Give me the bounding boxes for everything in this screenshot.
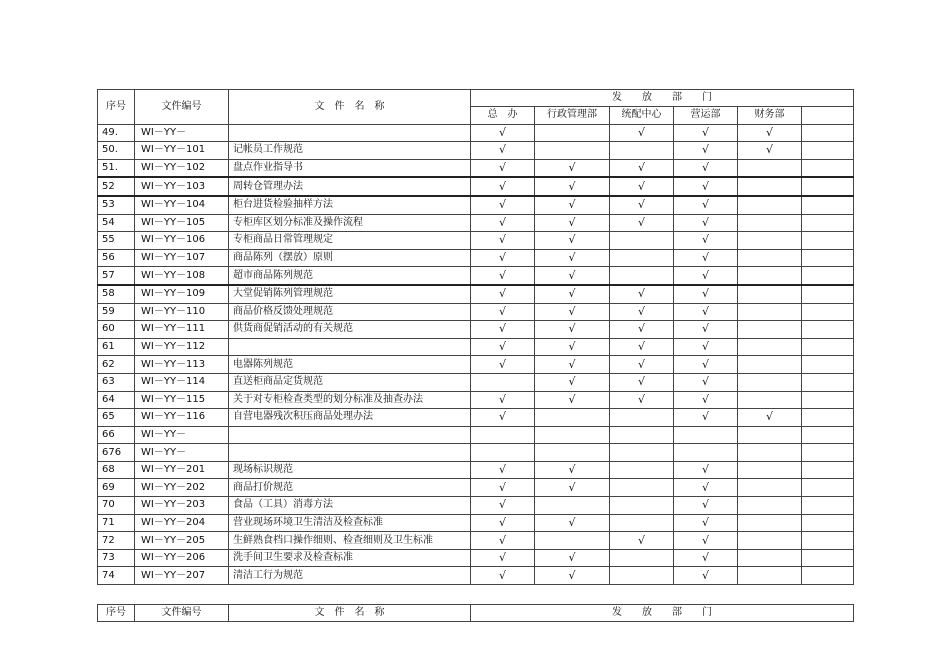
row-mark-dept-3 [674, 444, 738, 462]
header-dept-blank [802, 107, 854, 125]
row-mark-dept-2: √ [610, 373, 674, 391]
row-mark-dept-4 [738, 267, 802, 285]
row-mark-blank [802, 409, 854, 427]
row-mark-blank [802, 303, 854, 321]
row-mark-blank [802, 373, 854, 391]
row-code: WI－YY－106 [135, 232, 229, 250]
row-mark-dept-4 [738, 532, 802, 550]
row-mark-dept-4 [738, 426, 802, 444]
table-row [98, 267, 854, 285]
row-mark-blank [802, 338, 854, 356]
row-code: WI－YY－205 [135, 532, 229, 550]
row-mark-dept-4: √ [738, 142, 802, 160]
row-mark-dept-2: √ [610, 285, 674, 303]
row-mark-blank [802, 426, 854, 444]
row-mark-blank [802, 567, 854, 585]
row-mark-blank [802, 356, 854, 374]
row-mark-dept-3: √ [674, 321, 738, 339]
row-mark-dept-2 [610, 249, 674, 267]
row-code: WI－YY－108 [135, 267, 229, 285]
row-name: 关于对专柜检查类型的划分标准及抽查办法 [229, 391, 471, 409]
row-mark-blank [802, 532, 854, 550]
row-mark-dept-3: √ [674, 232, 738, 250]
row-mark-dept-3 [674, 426, 738, 444]
row-code: WI－YY－202 [135, 479, 229, 497]
row-mark-dept-4 [738, 249, 802, 267]
row-seq: 66 [98, 426, 135, 444]
table-row [98, 532, 854, 550]
row-seq: 59 [98, 303, 135, 321]
row-mark-dept-2 [610, 426, 674, 444]
table-row [98, 391, 854, 409]
row-seq: 55 [98, 232, 135, 250]
row-mark-dept-0: √ [471, 285, 535, 303]
row-code: WI－YY－105 [135, 214, 229, 232]
row-mark-dept-0: √ [471, 249, 535, 267]
row-mark-dept-2 [610, 567, 674, 585]
table-row [98, 321, 854, 339]
row-seq: 62 [98, 356, 135, 374]
row-seq: 61 [98, 338, 135, 356]
row-mark-dept-1: √ [535, 196, 610, 214]
row-seq: 676 [98, 444, 135, 462]
header-issue-departments: 发 放 部 门 [471, 90, 854, 107]
row-mark-dept-2: √ [610, 532, 674, 550]
row-mark-dept-2 [610, 142, 674, 160]
row-code: WI－YY－115 [135, 391, 229, 409]
row-name: 商品价格反馈处理规范 [229, 303, 471, 321]
row-mark-dept-0: √ [471, 159, 535, 177]
row-mark-blank [802, 285, 854, 303]
table-row [98, 356, 854, 374]
row-code: WI－YY－204 [135, 514, 229, 532]
row-mark-dept-4: √ [738, 124, 802, 142]
row-mark-dept-0: √ [471, 214, 535, 232]
row-name: 清洁工行为规范 [229, 567, 471, 585]
row-seq: 63 [98, 373, 135, 391]
row-seq: 50. [98, 142, 135, 160]
row-seq: 52 [98, 177, 135, 196]
table-row [98, 159, 854, 177]
row-mark-dept-0: √ [471, 177, 535, 196]
row-name [229, 338, 471, 356]
row-mark-dept-0 [471, 426, 535, 444]
row-mark-dept-4 [738, 391, 802, 409]
table-row [98, 142, 854, 160]
table-row [98, 426, 854, 444]
row-mark-dept-2 [610, 409, 674, 427]
row-mark-dept-0: √ [471, 356, 535, 374]
row-mark-dept-4 [738, 479, 802, 497]
row-mark-dept-3: √ [674, 373, 738, 391]
table-row [98, 338, 854, 356]
row-mark-dept-1: √ [535, 373, 610, 391]
row-mark-dept-0: √ [471, 514, 535, 532]
row-code: WI－YY－107 [135, 249, 229, 267]
row-mark-dept-1: √ [535, 214, 610, 232]
row-mark-dept-3: √ [674, 124, 738, 142]
row-name: 专柜商品日常管理规定 [229, 232, 471, 250]
row-mark-dept-1 [535, 444, 610, 462]
row-code: WI－YY－102 [135, 159, 229, 177]
table-row [98, 177, 854, 196]
row-mark-blank [802, 391, 854, 409]
row-mark-blank [802, 549, 854, 567]
row-name: 商品打价规范 [229, 479, 471, 497]
row-mark-dept-3: √ [674, 267, 738, 285]
row-mark-dept-4: √ [738, 409, 802, 427]
row-mark-dept-1: √ [535, 479, 610, 497]
row-mark-dept-0: √ [471, 567, 535, 585]
row-seq: 64 [98, 391, 135, 409]
row-mark-dept-2: √ [610, 338, 674, 356]
footer-header-seq: 序号 [98, 605, 135, 622]
row-mark-dept-4 [738, 373, 802, 391]
row-mark-dept-4 [738, 285, 802, 303]
row-mark-dept-4 [738, 338, 802, 356]
row-mark-dept-4 [738, 461, 802, 479]
row-mark-dept-1: √ [535, 177, 610, 196]
row-mark-dept-0: √ [471, 532, 535, 550]
row-name [229, 444, 471, 462]
row-name: 超市商品陈列规范 [229, 267, 471, 285]
row-mark-dept-4 [738, 567, 802, 585]
row-code: WI－YY－103 [135, 177, 229, 196]
row-mark-blank [802, 514, 854, 532]
row-mark-dept-0 [471, 373, 535, 391]
row-mark-dept-2: √ [610, 303, 674, 321]
row-mark-dept-3: √ [674, 303, 738, 321]
row-mark-dept-1: √ [535, 356, 610, 374]
row-name: 现场标识规范 [229, 461, 471, 479]
row-name: 大堂促销陈列管理规范 [229, 285, 471, 303]
header-dept-general-office: 总 办 [471, 107, 535, 125]
header-dept-admin: 行政管理部 [535, 107, 610, 125]
row-mark-dept-0: √ [471, 391, 535, 409]
row-mark-dept-2: √ [610, 391, 674, 409]
row-mark-blank [802, 461, 854, 479]
row-mark-dept-1: √ [535, 567, 610, 585]
row-mark-dept-2 [610, 444, 674, 462]
row-mark-dept-1: √ [535, 514, 610, 532]
row-mark-dept-2: √ [610, 177, 674, 196]
footer-header-code: 文件编号 [135, 605, 229, 622]
row-mark-dept-1: √ [535, 549, 610, 567]
footer-header-name: 文 件 名 称 [229, 605, 471, 622]
table-row [98, 409, 854, 427]
next-page-header-table [97, 604, 854, 622]
row-mark-dept-4 [738, 196, 802, 214]
table-row [98, 214, 854, 232]
row-mark-dept-4 [738, 232, 802, 250]
row-seq: 56 [98, 249, 135, 267]
row-code: WI－YY－ [135, 124, 229, 142]
row-mark-blank [802, 497, 854, 515]
table-row [98, 549, 854, 567]
document-distribution-table [97, 89, 854, 585]
row-mark-dept-4 [738, 356, 802, 374]
row-seq: 73 [98, 549, 135, 567]
table-row [98, 285, 854, 303]
row-code: WI－YY－207 [135, 567, 229, 585]
row-mark-dept-4 [738, 549, 802, 567]
table-row [98, 444, 854, 462]
table-row [98, 567, 854, 585]
table-row [98, 232, 854, 250]
row-name: 柜台进货检验抽样方法 [229, 196, 471, 214]
row-code: WI－YY－104 [135, 196, 229, 214]
row-name: 直送柜商品定货规范 [229, 373, 471, 391]
row-code: WI－YY－113 [135, 356, 229, 374]
row-mark-blank [802, 444, 854, 462]
row-name: 生鲜熟食档口操作细则、检查细则及卫生标准 [229, 532, 471, 550]
row-code: WI－YY－ [135, 444, 229, 462]
row-mark-blank [802, 249, 854, 267]
table-row [98, 249, 854, 267]
header-dept-operations: 营运部 [674, 107, 738, 125]
row-mark-dept-3: √ [674, 249, 738, 267]
header-name: 文 件 名 称 [229, 90, 471, 125]
row-mark-dept-0: √ [471, 196, 535, 214]
table-row [98, 373, 854, 391]
row-mark-dept-1: √ [535, 338, 610, 356]
row-mark-dept-0: √ [471, 479, 535, 497]
row-code: WI－YY－ [135, 426, 229, 444]
row-mark-dept-1 [535, 497, 610, 515]
row-mark-dept-0: √ [471, 409, 535, 427]
row-mark-dept-3: √ [674, 497, 738, 515]
table-row [98, 303, 854, 321]
row-mark-dept-2: √ [610, 321, 674, 339]
row-mark-dept-1 [535, 124, 610, 142]
row-seq: 72 [98, 532, 135, 550]
row-mark-dept-1: √ [535, 267, 610, 285]
row-mark-dept-0: √ [471, 549, 535, 567]
header-dept-finance: 财务部 [738, 107, 802, 125]
row-mark-dept-2 [610, 232, 674, 250]
row-mark-dept-2: √ [610, 159, 674, 177]
row-mark-dept-2: √ [610, 124, 674, 142]
row-mark-dept-3: √ [674, 214, 738, 232]
row-mark-dept-4 [738, 444, 802, 462]
row-seq: 65 [98, 409, 135, 427]
row-mark-dept-0: √ [471, 461, 535, 479]
row-mark-dept-3: √ [674, 567, 738, 585]
table-row [98, 461, 854, 479]
row-mark-dept-0: √ [471, 497, 535, 515]
row-code: WI－YY－116 [135, 409, 229, 427]
row-seq: 53 [98, 196, 135, 214]
row-mark-blank [802, 196, 854, 214]
row-name: 自营电器残次积压商品处理办法 [229, 409, 471, 427]
row-mark-dept-1: √ [535, 391, 610, 409]
row-seq: 68 [98, 461, 135, 479]
row-mark-dept-4 [738, 514, 802, 532]
header-dept-distribution: 统配中心 [610, 107, 674, 125]
row-code: WI－YY－101 [135, 142, 229, 160]
row-mark-dept-1: √ [535, 249, 610, 267]
row-seq: 70 [98, 497, 135, 515]
footer-header-issue: 发 放 部 门 [471, 605, 854, 622]
row-mark-blank [802, 479, 854, 497]
row-seq: 69 [98, 479, 135, 497]
row-seq: 49. [98, 124, 135, 142]
row-mark-blank [802, 267, 854, 285]
header-code: 文件编号 [135, 90, 229, 125]
row-mark-blank [802, 124, 854, 142]
table-row [98, 124, 854, 142]
table-body [98, 124, 854, 584]
row-code: WI－YY－206 [135, 549, 229, 567]
row-mark-dept-3: √ [674, 142, 738, 160]
row-mark-dept-3: √ [674, 461, 738, 479]
footer-header-row [98, 605, 854, 622]
row-mark-blank [802, 232, 854, 250]
row-mark-dept-4 [738, 303, 802, 321]
row-mark-dept-1: √ [535, 285, 610, 303]
row-seq: 60 [98, 321, 135, 339]
row-mark-dept-1 [535, 426, 610, 444]
header-row [98, 90, 854, 107]
table-row [98, 514, 854, 532]
row-mark-dept-1: √ [535, 232, 610, 250]
row-mark-dept-0: √ [471, 232, 535, 250]
table-row [98, 196, 854, 214]
row-mark-dept-3: √ [674, 285, 738, 303]
row-mark-dept-3: √ [674, 338, 738, 356]
row-mark-dept-0: √ [471, 142, 535, 160]
row-mark-dept-3: √ [674, 549, 738, 567]
row-mark-blank [802, 214, 854, 232]
row-mark-dept-3: √ [674, 514, 738, 532]
row-mark-dept-4 [738, 159, 802, 177]
row-mark-dept-3: √ [674, 409, 738, 427]
row-name: 食品（工具）消毒方法 [229, 497, 471, 515]
row-mark-dept-0: √ [471, 321, 535, 339]
row-mark-dept-4 [738, 321, 802, 339]
header-seq: 序号 [98, 90, 135, 125]
row-mark-dept-2 [610, 461, 674, 479]
row-mark-dept-0: √ [471, 124, 535, 142]
row-seq: 74 [98, 567, 135, 585]
row-mark-dept-3: √ [674, 196, 738, 214]
row-code: WI－YY－201 [135, 461, 229, 479]
row-code: WI－YY－203 [135, 497, 229, 515]
row-mark-dept-0: √ [471, 267, 535, 285]
row-mark-dept-2 [610, 479, 674, 497]
row-mark-dept-4 [738, 214, 802, 232]
row-code: WI－YY－112 [135, 338, 229, 356]
row-seq: 71 [98, 514, 135, 532]
table-row [98, 497, 854, 515]
row-mark-dept-2: √ [610, 356, 674, 374]
row-mark-dept-3: √ [674, 356, 738, 374]
row-mark-dept-4 [738, 497, 802, 515]
row-name: 记帐员工作规范 [229, 142, 471, 160]
row-mark-dept-1 [535, 409, 610, 427]
row-mark-dept-1 [535, 142, 610, 160]
row-name: 电器陈列规范 [229, 356, 471, 374]
row-code: WI－YY－114 [135, 373, 229, 391]
row-name [229, 426, 471, 444]
row-seq: 51. [98, 159, 135, 177]
row-name [229, 124, 471, 142]
table-row [98, 479, 854, 497]
row-mark-dept-2 [610, 514, 674, 532]
row-seq: 57 [98, 267, 135, 285]
row-seq: 58 [98, 285, 135, 303]
row-name: 商品陈列（摆放）原则 [229, 249, 471, 267]
row-name: 周转仓管理办法 [229, 177, 471, 196]
row-mark-dept-2: √ [610, 214, 674, 232]
row-mark-dept-3: √ [674, 479, 738, 497]
row-mark-dept-1: √ [535, 159, 610, 177]
row-mark-dept-1: √ [535, 303, 610, 321]
row-code: WI－YY－111 [135, 321, 229, 339]
row-mark-dept-3: √ [674, 532, 738, 550]
row-mark-dept-2: √ [610, 196, 674, 214]
row-mark-dept-2 [610, 549, 674, 567]
row-mark-dept-2 [610, 267, 674, 285]
row-name: 盘点作业指导书 [229, 159, 471, 177]
row-mark-dept-0 [471, 444, 535, 462]
row-mark-blank [802, 321, 854, 339]
row-code: WI－YY－110 [135, 303, 229, 321]
row-mark-blank [802, 159, 854, 177]
row-mark-dept-0: √ [471, 303, 535, 321]
row-seq: 54 [98, 214, 135, 232]
row-mark-blank [802, 177, 854, 196]
row-mark-blank [802, 142, 854, 160]
row-code: WI－YY－109 [135, 285, 229, 303]
row-mark-dept-3: √ [674, 177, 738, 196]
row-mark-dept-1 [535, 532, 610, 550]
row-name: 洗手间卫生要求及检查标准 [229, 549, 471, 567]
row-mark-dept-1: √ [535, 461, 610, 479]
row-mark-dept-3: √ [674, 159, 738, 177]
row-mark-dept-2 [610, 497, 674, 515]
row-name: 营业现场环境卫生清洁及检查标准 [229, 514, 471, 532]
row-name: 专柜库区划分标准及操作流程 [229, 214, 471, 232]
row-mark-dept-4 [738, 177, 802, 196]
row-mark-dept-1: √ [535, 321, 610, 339]
row-name: 供货商促销活动的有关规范 [229, 321, 471, 339]
row-mark-dept-0: √ [471, 338, 535, 356]
row-mark-dept-3: √ [674, 391, 738, 409]
